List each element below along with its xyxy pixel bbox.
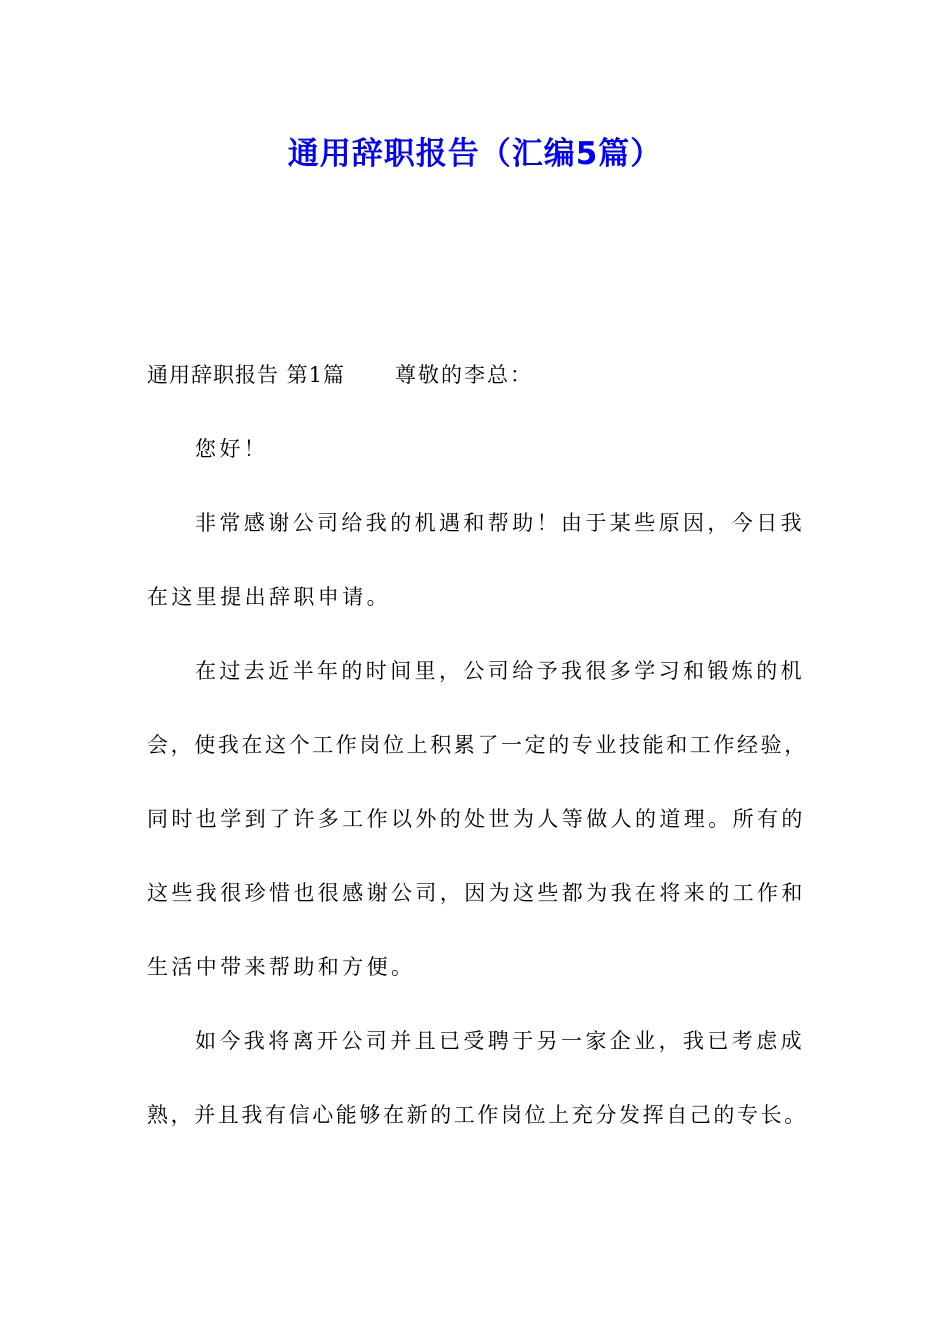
paragraph-line: 非常感谢公司给我的机遇和帮助！由于某些原因，今日我 xyxy=(195,511,805,535)
paragraph-line: 同时也学到了许多工作以外的处世为人等做人的道理。所有的 xyxy=(147,807,806,831)
paragraph-line: 在这里提出辞职申请。 xyxy=(147,585,391,609)
paragraph-line: 在过去近半年的时间里，公司给予我很多学习和锻炼的机 xyxy=(195,659,805,683)
paragraph-line: 熟，并且我有信心能够在新的工作岗位上充分发挥自己的专长。 xyxy=(147,1103,808,1127)
document-title: 通用辞职报告（汇编5篇） xyxy=(287,136,663,172)
greeting-line: 您好！ xyxy=(195,437,269,461)
paragraph-line: 会，使我在这个工作岗位上积累了一定的专业技能和工作经验， xyxy=(147,733,808,757)
paragraph-line: 生活中带来帮助和方便。 xyxy=(147,955,416,979)
section-heading: 通用辞职报告 第1篇 xyxy=(147,363,346,387)
section-heading-line xyxy=(147,338,837,412)
paragraph-line: 如今我将离开公司并且已受聘于另一家企业，我已考虑成 xyxy=(195,1029,805,1053)
paragraph-line: 这些我很珍惜也很感谢公司，因为这些都为我在将来的工作和 xyxy=(147,881,806,905)
document-body xyxy=(147,338,837,1152)
salutation: 尊敬的李总： xyxy=(395,363,534,387)
